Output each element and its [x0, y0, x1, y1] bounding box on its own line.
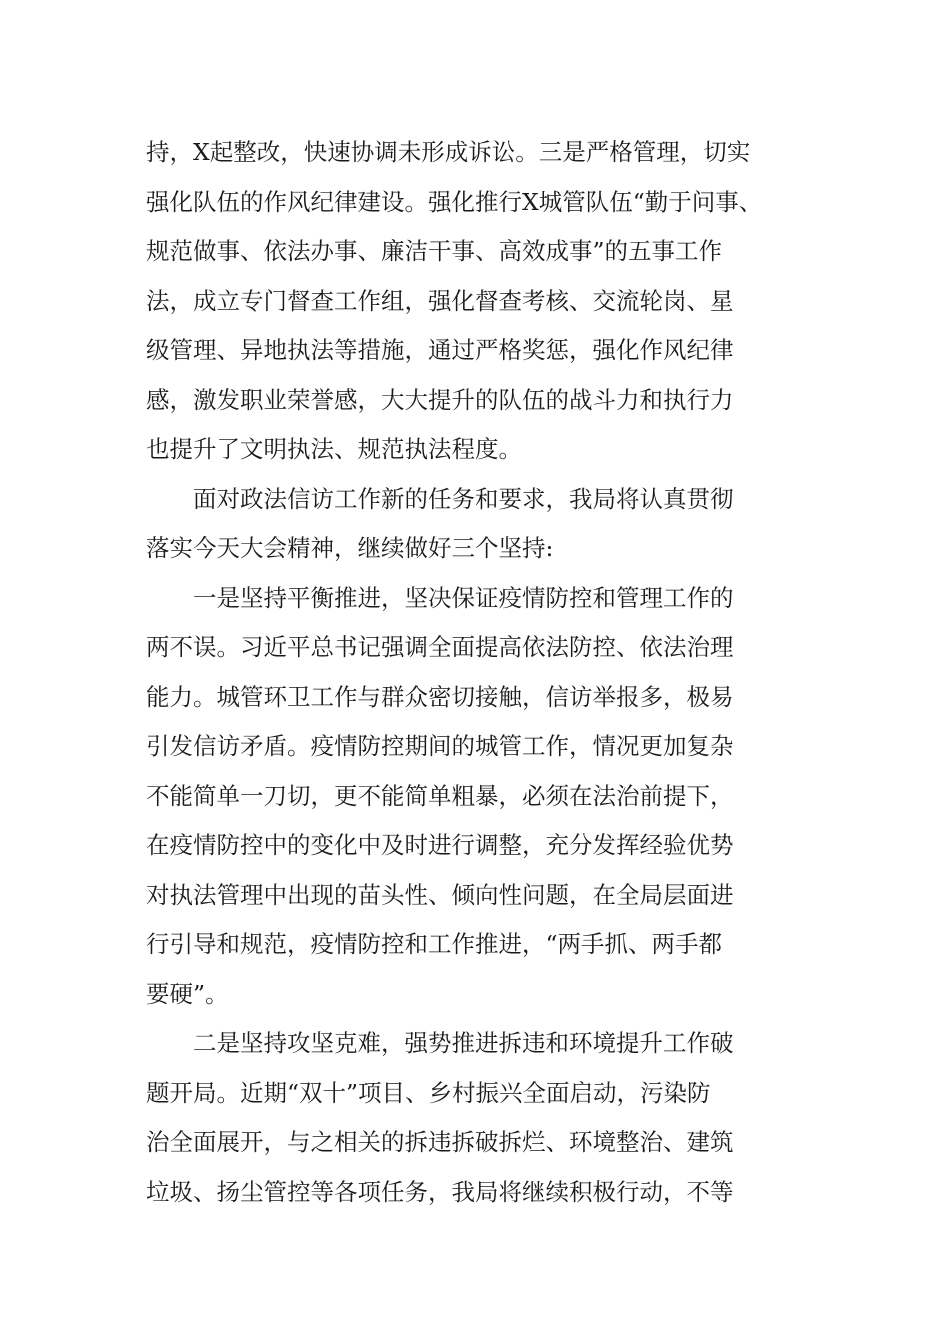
text-line: 两不误。习近平总书记强调全面提高依法防控、依法治理: [146, 633, 734, 661]
text-line: 也提升了文明执法、规范执法程度。: [146, 435, 522, 463]
text-line: 不能简单一刀切，更不能简单粗暴，必须在法治前提下，: [146, 781, 734, 810]
text-line: 二是坚持攻坚克难，强势推进拆违和环境提升工作破: [146, 1029, 734, 1057]
text-line: 规范做事、依法办事、廉洁干事、高效成事”的五事工作: [146, 237, 723, 265]
text-line: 强化队伍的作风纪律建设。强化推行X城管队伍“勤于问事、: [146, 187, 763, 216]
text-line: 题开局。近期“双十”项目、乡村振兴全面启动，污染防: [146, 1078, 711, 1107]
text-line: 要硬”。: [146, 979, 229, 1008]
text-line: 垃圾、扬尘管控等各项任务，我局将继续积极行动，不等: [146, 1177, 734, 1206]
text-line: 级管理、异地执法等措施，通过严格奖惩，强化作风纪律: [146, 336, 734, 364]
text-line: 落实今天大会精神，继续做好三个坚持:: [146, 534, 554, 562]
text-line: 感，激发职业荣誉感，大大提升的队伍的战斗力和执行力: [146, 385, 734, 414]
text-line: 法，成立专门督查工作组，强化督查考核、交流轮岗、星: [146, 286, 734, 315]
document-body: [146, 128, 816, 1217]
text-line: 行引导和规范，疫情防控和工作推进，“两手抓、两手都: [146, 930, 723, 958]
text-line: 引发信访矛盾。疫情防控期间的城管工作，情况更加复杂: [146, 732, 734, 760]
text-line: 持，X起整改，快速协调未形成诉讼。三是严格管理，切实: [146, 138, 751, 166]
text-line: 面对政法信访工作新的任务和要求，我局将认真贯彻: [146, 484, 734, 513]
text-line: 治全面展开，与之相关的拆违拆破拆烂、环境整治、建筑: [146, 1128, 734, 1156]
text-line: 对执法管理中出现的苗头性、倾向性问题，在全局层面进: [146, 880, 734, 909]
text-line: 能力。城管环卫工作与群众密切接触，信访举报多，极易: [146, 682, 734, 711]
text-line: 一是坚持平衡推进，坚决保证疫情防控和管理工作的: [146, 583, 734, 612]
text-line: 在疫情防控中的变化中及时进行调整，充分发挥经验优势: [146, 831, 734, 859]
